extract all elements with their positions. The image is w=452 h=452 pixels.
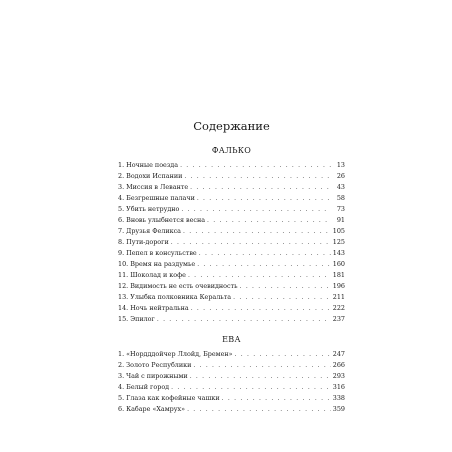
entry-label: 2. Золото Республики [118, 361, 192, 369]
toc-entry [118, 404, 345, 415]
dot-leader [233, 292, 331, 303]
toc-entry [118, 215, 345, 226]
entry-label: 3. Чай с пирожными [118, 372, 188, 380]
toc-entry [118, 360, 345, 371]
toc-entry [118, 382, 345, 393]
entry-list [118, 160, 345, 325]
toc-entry [118, 349, 345, 360]
dot-leader [157, 314, 331, 325]
toc-entry [118, 393, 345, 404]
entry-label: 4. Безгрешные палачи [118, 194, 195, 202]
toc-entry [118, 226, 345, 237]
entry-label: 1. «Нордддойчер Ллойд, Бремен» [118, 350, 233, 358]
entry-label: 8. Пути-дороги [118, 238, 169, 246]
entry-page-number: 58 [336, 194, 345, 202]
entry-page-number: 26 [336, 172, 345, 180]
toc-entry [118, 160, 345, 171]
entry-page-number: 293 [332, 372, 345, 380]
entry-page-number: 247 [332, 350, 345, 358]
dot-leader [180, 160, 331, 171]
entry-page-number: 196 [332, 282, 345, 290]
entry-page-number: 73 [336, 205, 345, 213]
entry-label: 6. Вновь улыбнется весна [118, 216, 206, 224]
entry-page-number: 316 [332, 383, 345, 391]
dot-leader [188, 270, 331, 281]
toc-entry [118, 171, 345, 182]
entry-label: 9. Пепел в консульстве [118, 249, 197, 257]
dot-leader [193, 360, 330, 371]
entry-page-number: 105 [332, 227, 345, 235]
toc-entry [118, 371, 345, 382]
entry-page-number: 338 [332, 394, 345, 402]
toc-entry [118, 270, 345, 281]
toc-entry [118, 248, 345, 259]
entry-page-number: 266 [332, 361, 345, 369]
entry-page-number: 125 [332, 238, 345, 246]
toc-entry [118, 292, 345, 303]
entry-label: 4. Белый город [118, 383, 170, 391]
entry-label: 5. Глаза как кофейные чашки [118, 394, 220, 402]
toc-entry [118, 314, 345, 325]
entry-label: 7. Друзья Феликса [118, 227, 181, 235]
entry-page-number: 160 [332, 260, 345, 268]
entry-label: 2. Водохи Испании [118, 172, 183, 180]
toc-entry [118, 182, 345, 193]
dot-leader [190, 182, 331, 193]
entry-label: 12. Видимость не есть очевидность [118, 282, 238, 290]
toc-entry [118, 259, 345, 270]
dot-leader [171, 237, 331, 248]
dot-leader [199, 248, 331, 259]
entry-page-number: 222 [332, 304, 345, 312]
entry-label: 1. Ночные поезда [118, 161, 179, 169]
dot-leader [187, 404, 331, 415]
dot-leader [222, 393, 331, 404]
entry-label: 15. Эпилог [118, 315, 155, 323]
toc-title: Содержание [193, 119, 270, 133]
entry-page-number: 143 [332, 249, 345, 257]
table-of-contents [118, 119, 345, 415]
entry-label: 13. Улыбка полковника Керальта [118, 293, 232, 301]
section-title: ФАЛЬКО [211, 146, 252, 155]
entry-label: 10. Время на раздумье [118, 260, 196, 268]
entry-page-number: 359 [332, 405, 345, 413]
dot-leader [197, 259, 331, 270]
toc-entry [118, 303, 345, 314]
dot-leader [183, 226, 331, 237]
dot-leader [240, 281, 331, 292]
dot-leader [184, 171, 331, 182]
entry-page-number: 43 [336, 183, 345, 191]
entry-label: 14. Ночь нейтральна [118, 304, 189, 312]
entry-page-number: 13 [336, 161, 345, 169]
dot-leader [191, 303, 331, 314]
entry-label: 3. Миссия в Леванте [118, 183, 189, 191]
toc-section-falco [118, 146, 345, 325]
toc-entry [118, 237, 345, 248]
entry-label: 5. Убить нетрудно [118, 205, 180, 213]
entry-label: 11. Шоколад и кофе [118, 271, 186, 279]
dot-leader [190, 371, 331, 382]
toc-entry [118, 204, 345, 215]
dot-leader [197, 193, 331, 204]
entry-label: 6. Кабаре «Хамрух» [118, 405, 186, 413]
toc-section-eva [118, 335, 345, 415]
section-title: ЕВА [222, 335, 241, 344]
toc-entry [118, 193, 345, 204]
entry-page-number: 237 [332, 315, 345, 323]
toc-entry [118, 281, 345, 292]
dot-leader [171, 382, 331, 393]
entry-list [118, 349, 345, 415]
entry-page-number: 91 [336, 216, 345, 224]
entry-page-number: 211 [332, 293, 345, 301]
dot-leader [235, 349, 331, 360]
dot-leader [207, 215, 331, 226]
dot-leader [181, 204, 331, 215]
entry-page-number: 181 [332, 271, 345, 279]
